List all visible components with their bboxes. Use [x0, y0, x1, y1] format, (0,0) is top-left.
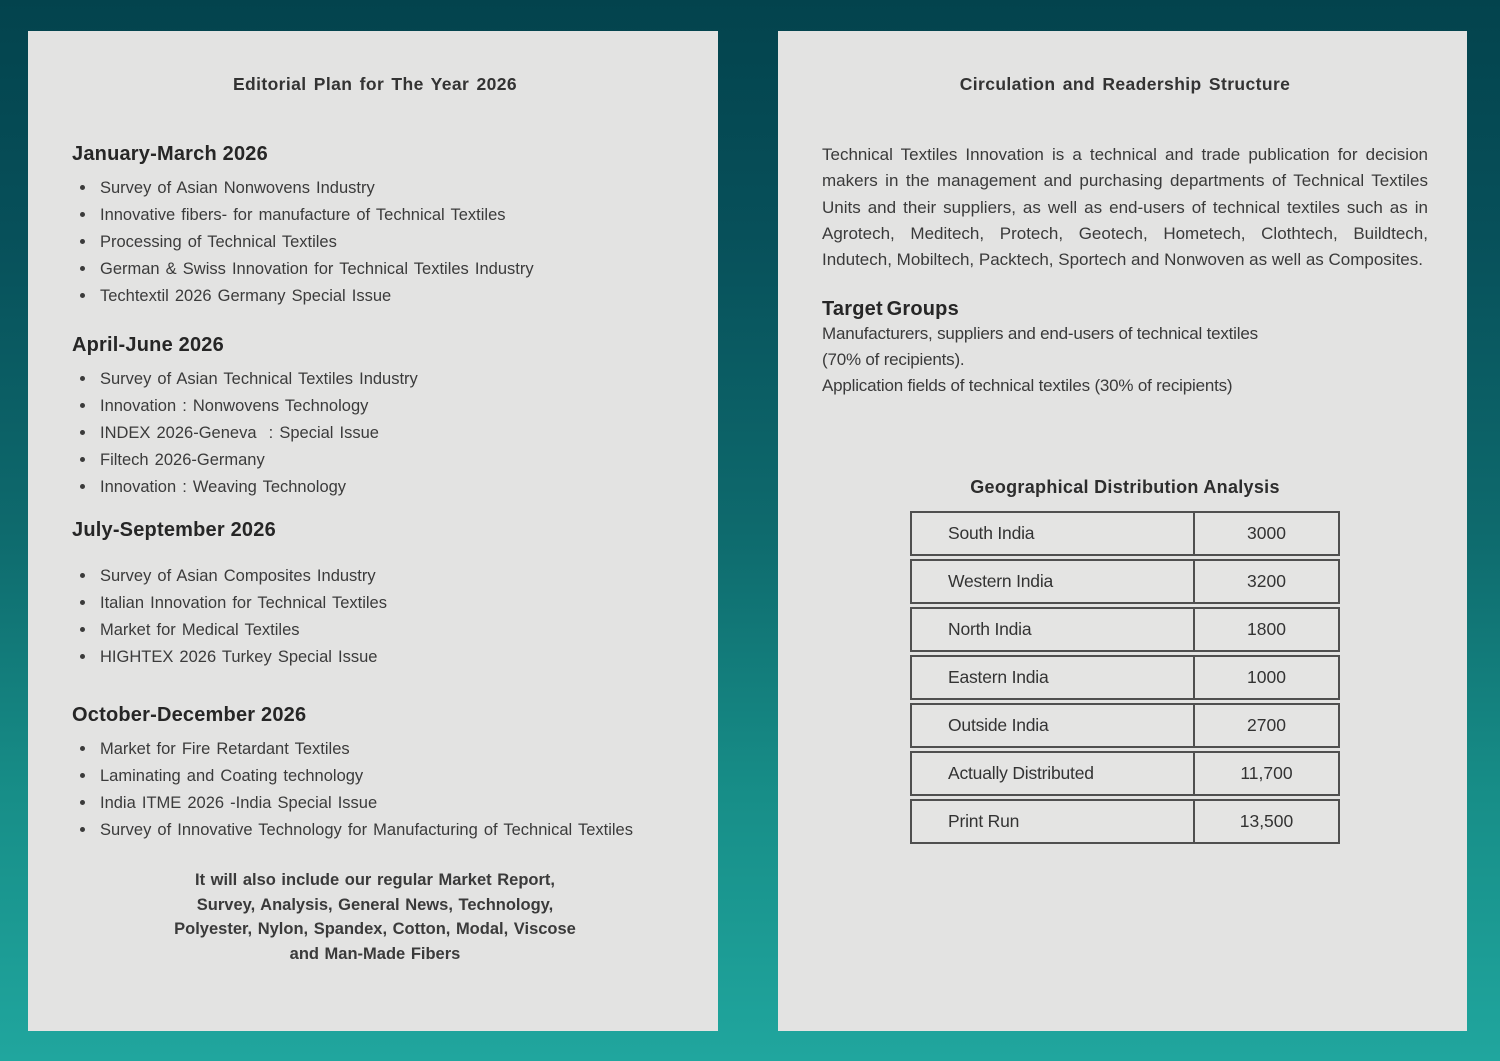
circulation-page [778, 31, 1467, 1031]
list-item: India ITME 2026 -India Special Issue [72, 790, 678, 817]
list-item: Techtextil 2026 Germany Special Issue [72, 283, 678, 310]
regular-content-note [72, 868, 678, 966]
table-row [910, 799, 1340, 844]
table-row [910, 703, 1340, 748]
section-heading: July-September 2026 [72, 519, 276, 541]
region-value: 3000 [1247, 523, 1286, 544]
region-value: 13,500 [1239, 811, 1294, 832]
region-label: South India [912, 513, 1195, 554]
region-label: North India [912, 609, 1195, 650]
section-october-december [72, 704, 678, 844]
region-value: 3200 [1247, 571, 1286, 592]
geo-distribution-table [910, 511, 1340, 844]
section-july-september [72, 519, 678, 671]
list-item: Survey of Asian Technical Textiles Industry [72, 366, 678, 393]
table-row [910, 751, 1340, 796]
page-title: Editorial Plan for The Year 2026 [232, 74, 518, 94]
list-item: INDEX 2026-Geneva : Special Issue [72, 420, 678, 447]
bullet-list [72, 736, 678, 844]
table-row [910, 511, 1340, 556]
target-groups-line: Manufacturers, suppliers and end-users of technical textiles [822, 324, 1258, 344]
region-label: Eastern India [912, 657, 1195, 698]
list-item: Survey of Asian Nonwovens Industry [72, 175, 678, 202]
region-value: 11,700 [1240, 763, 1293, 784]
footer-line: Survey, Analysis, General News, Technology, [196, 895, 554, 914]
footer-line: It will also include our regular Market Report, [195, 871, 555, 889]
list-item: Laminating and Coating technology [72, 763, 678, 790]
region-label: Print Run [912, 801, 1195, 842]
region-value: 1800 [1247, 619, 1286, 640]
list-item: Survey of Innovative Technology for Manufacturing of Technical Textiles [72, 817, 678, 844]
list-item: Innovative fibers- for manufacture of Technical Textiles [72, 202, 678, 229]
list-item: Survey of Asian Composites Industry [72, 563, 678, 590]
footer-line: and Man-Made Fibers [289, 944, 461, 963]
section-heading: January-March 2026 [72, 143, 268, 165]
region-label: Western India [912, 561, 1195, 602]
circulation-intro-paragraph: Technical Textiles Innovation is a technical and trade publication for decision makers in the management and purchasing departments of Technical Textiles Units and their suppliers, as well as end-users of technical textiles such as in Agrotech, Meditech, Protech, Geotech, Hometech, Clothtech, Buildtech, Indutech, Mobiltech, Packtech, Sportech and Nonwoven as well as Composites. [822, 145, 1428, 270]
region-label: Outside India [912, 705, 1195, 746]
region-value: 2700 [1247, 715, 1286, 736]
section-heading: April-June 2026 [72, 334, 224, 356]
list-item: Italian Innovation for Technical Textiles [72, 590, 678, 617]
section-january-march [72, 143, 678, 310]
list-item: Market for Fire Retardant Textiles [72, 736, 678, 763]
section-april-june [72, 334, 678, 501]
table-row [910, 655, 1340, 700]
list-item: German & Swiss Innovation for Technical Textiles Industry [72, 256, 678, 283]
bullet-list [72, 366, 678, 501]
target-groups-line: Application fields of technical textiles (30% of recipients) [822, 376, 1233, 396]
target-groups-line: (70% of recipients). [822, 350, 965, 370]
target-groups-heading: Target Groups [822, 298, 959, 321]
list-item: Innovation : Weaving Technology [72, 474, 678, 501]
table-row [910, 559, 1340, 604]
page-title: Circulation and Readership Structure [959, 74, 1291, 94]
editorial-plan-page [28, 31, 718, 1031]
list-item: Innovation : Nonwovens Technology [72, 393, 678, 420]
bullet-list [72, 175, 678, 310]
region-label: Actually Distributed [912, 753, 1195, 794]
geo-distribution-title: Geographical Distribution Analysis [970, 477, 1280, 498]
list-item: HIGHTEX 2026 Turkey Special Issue [72, 644, 678, 671]
list-item: Market for Medical Textiles [72, 617, 678, 644]
list-item: Filtech 2026-Germany [72, 447, 678, 474]
footer-line: Polyester, Nylon, Spandex, Cotton, Modal, Viscose [174, 920, 576, 938]
list-item: Processing of Technical Textiles [72, 229, 678, 256]
region-value: 1000 [1247, 667, 1286, 688]
bullet-list [72, 563, 678, 671]
section-heading: October-December 2026 [72, 704, 307, 726]
table-row [910, 607, 1340, 652]
